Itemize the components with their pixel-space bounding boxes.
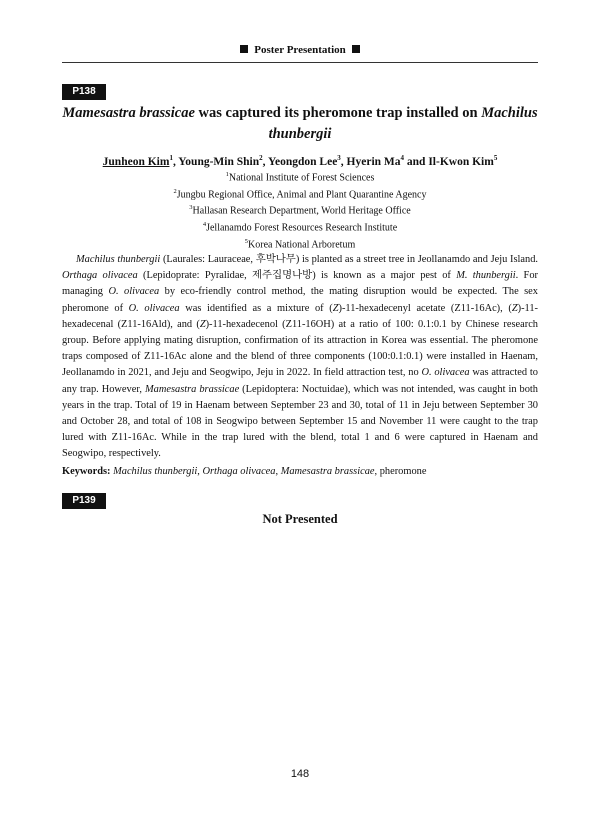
- author-list: Junheon Kim$^1$, Young-Min Shin$^2$, Yeongdon Lee$^3$, Hyerin Ma$^4$ and Il-Kwon Kim$^5$: [102, 154, 498, 168]
- abstract-text: (Laurales: Lauraceae, 후박나무) is planted as a street tree in Jeollanamdo and Jeju Island.: [160, 254, 538, 265]
- header-divider: [62, 62, 538, 63]
- abstract-text: )-11-hexadecenol (Z11-16OH) at a ratio of 100: 0.1:0.1 by Chinese research group. Before applying mating disruption, confirmation of its attraction in Korea was essential. The pheromone traps composed of Z11-16Ac alone and the blend of three components (100:0.1:0.1) were installed in Haenam, Jeollanamdo in 2021, and Jeju and Seogwipo, Jeju in 2022. In field attraction test, no: [62, 318, 538, 379]
- abstract-text: . For managing: [62, 270, 538, 298]
- affiliation-line: [62, 185, 538, 202]
- abstract-italic: Orthaga olivacea: [62, 270, 138, 282]
- affiliation-line: [62, 168, 538, 185]
- affiliation-number: 5: [244, 237, 249, 245]
- affiliation-text: National Institute of Forest Sciences: [228, 172, 375, 184]
- author-name: Young-Min Shin: [178, 155, 260, 168]
- affiliation-text: Hallasan Research Department, World Heritage Office: [192, 205, 411, 217]
- keyword: Mamesastra brassicae: [280, 466, 375, 477]
- title-species-1: Mamesastra brassicae: [62, 105, 195, 121]
- abstract-italic: Z: [332, 302, 339, 314]
- affiliation-line: [62, 235, 538, 252]
- author-affiliation-number: 2: [259, 154, 263, 162]
- abstract-text: was identified as a mixture of (: [179, 302, 333, 314]
- affiliation-list: [62, 168, 538, 251]
- affiliation-line: [62, 201, 538, 218]
- author-name: Junheon Kim: [102, 155, 170, 168]
- author-affiliation-number: 5: [493, 154, 498, 162]
- abstract-paragraph: [62, 252, 538, 463]
- abstract-text: was attracted to any trap. However,: [62, 367, 538, 395]
- keyword: , pheromone: [374, 466, 427, 477]
- square-bullet-icon: [240, 45, 248, 53]
- abstract-italic: M. thunbergii: [456, 270, 516, 282]
- square-bullet-icon: [352, 45, 360, 53]
- affiliation-text: Jungbu Regional Office, Animal and Plant Quarantine Agency: [176, 188, 427, 200]
- title-species-2: Machilus thunbergii: [268, 105, 538, 142]
- abstract-italic: O. olivacea: [108, 286, 160, 298]
- keywords-label: Keywords:: [62, 466, 111, 477]
- section-header: [62, 44, 538, 56]
- page-number: 148: [290, 768, 310, 780]
- keyword-separator: ,: [275, 466, 281, 477]
- title-middle: was captured its pheromone trap installed on: [194, 105, 482, 121]
- not-presented-status: Not Presented: [262, 512, 338, 526]
- affiliation-line: [62, 218, 538, 235]
- abstract-italic: Mamesastra brassicae: [144, 383, 240, 395]
- abstract-italic: Machilus thunbergii: [76, 254, 161, 265]
- abstract-text: )-11-hexadecenyl acetate (Z11-16Ac), (: [338, 302, 512, 314]
- abstract-text: (Lepidoprate: Pyralidae, 제주집명나방) is known as a major pest of: [137, 270, 457, 282]
- section-header-label: Poster Presentation: [254, 44, 346, 56]
- affiliation-number: 4: [202, 220, 207, 228]
- affiliation-number: 3: [189, 204, 193, 212]
- author-name: Il-Kwon Kim: [428, 155, 494, 168]
- poster-title: [62, 103, 538, 145]
- keyword: Orthaga olivacea: [202, 466, 276, 477]
- abstract-italic: O. olivacea: [128, 302, 180, 314]
- author-affiliation-number: 1: [169, 154, 173, 162]
- author-name: Hyerin Ma: [346, 155, 401, 168]
- author-affiliation-number: 4: [400, 154, 405, 162]
- affiliation-text: Korea National Arboretum: [248, 238, 356, 250]
- keyword-separator: ,: [197, 466, 203, 477]
- affiliation-text: Jellanamdo Forest Resources Research Institute: [206, 222, 398, 234]
- affiliation-number: 2: [173, 187, 177, 195]
- abstract-text: )-11-hexadecenal (Z11-16Ald), and (: [62, 302, 539, 330]
- affiliation-number: 1: [225, 171, 229, 178]
- abstract-text: (Lepidoptera: Noctuidae), which was not intended, was caught in both years in the trap. Total of 19 in Haenam between September 23 and 30, total of 11 in Jeju between September 30 and October 28, and total of 108 in Seogwipo between September 15 and November 11 were caught to the trap lured with Z11-16Ac. While in the trap lured with the blend, total 1 and 6 were captured in Haenam and Seogwipo, respectively.: [62, 383, 538, 460]
- keyword: Machilus thunbergii: [113, 466, 198, 477]
- abstract-italic: Z: [199, 318, 206, 330]
- author-name: Yeongdon Lee: [267, 155, 338, 168]
- abstract-italic: Z: [511, 302, 518, 314]
- abstract-text: by eco-friendly control method, the mating disruption would be expected. The sex pheromone of: [62, 286, 538, 314]
- poster-tag-p138: P138: [62, 84, 106, 100]
- abstract-italic: O. olivacea: [421, 367, 470, 379]
- poster-tag-p139: P139: [62, 493, 106, 509]
- author-affiliation-number: 3: [337, 154, 341, 162]
- keywords-line: [62, 466, 538, 477]
